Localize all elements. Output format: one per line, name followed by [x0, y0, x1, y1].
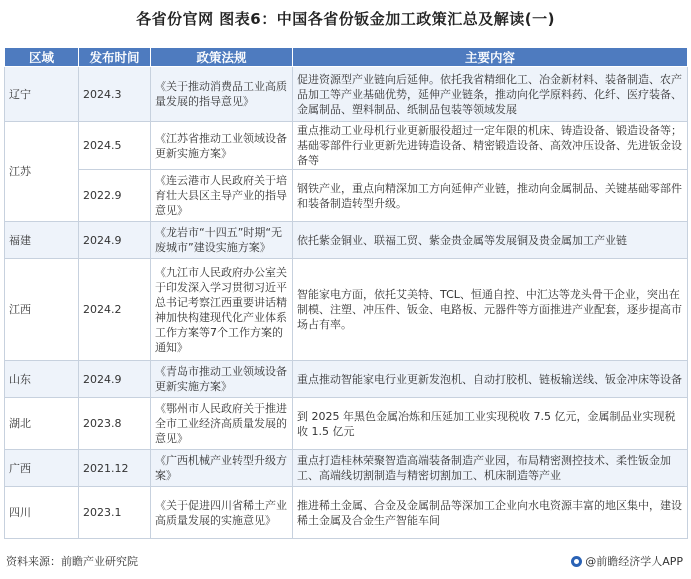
region-cell: 广西 — [5, 450, 79, 487]
region-cell: 福建 — [5, 222, 79, 259]
content-cell: 推进稀土金属、合金及金属制品等深加工企业向水电资源丰富的地区集中，建设稀土金属及合金生产智能车间 — [293, 487, 688, 539]
brand-credit[interactable] — [571, 553, 683, 569]
region-cell: 四川 — [5, 487, 79, 539]
policy-cell: 《鄂州市人民政府关于推进全市工业经济高质量发展的意见》 — [151, 398, 293, 450]
header-date: 发布时间 — [79, 48, 151, 67]
table-row — [5, 259, 688, 361]
table-row — [5, 122, 688, 170]
qianzhan-logo-icon — [571, 556, 582, 567]
header-region: 区域 — [5, 48, 79, 67]
date-cell: 2024.3 — [79, 67, 151, 122]
table-row — [5, 487, 688, 539]
content-cell: 重点打造桂林荣聚智造高端装备制造产业园，布局精密测控技术、柔性钣金加工、高端线切割制造与精密切割加工、机床制造等产业 — [293, 450, 688, 487]
date-cell: 2024.9 — [79, 222, 151, 259]
policy-cell: 《连云港市人民政府关于培育壮大县区主导产业的指导意见》 — [151, 170, 293, 222]
table-row — [5, 170, 688, 222]
page-title: 各省份官网 图表6：中国各省份钣金加工政策汇总及解读(一) — [136, 10, 555, 28]
policy-cell: 《广西机械产业转型升级方案》 — [151, 450, 293, 487]
policy-cell: 《青岛市推动工业领域设备更新实施方案》 — [151, 361, 293, 398]
table-row — [5, 222, 688, 259]
table-row — [5, 67, 688, 122]
date-cell: 2024.2 — [79, 259, 151, 361]
policy-cell: 《关于促进四川省稀土产业高质量发展的实施意见》 — [151, 487, 293, 539]
content-cell: 钢铁产业，重点向精深加工方向延伸产业链，推动向金属制品、关键基础零部件和装备制造转型升级。 — [293, 170, 688, 222]
table-row — [5, 361, 688, 398]
date-cell: 2023.8 — [79, 398, 151, 450]
date-cell: 2022.9 — [79, 170, 151, 222]
content-cell: 重点推动工业母机行业更新服役超过一定年限的机床、铸造设备、锻造设备等；基础零部件行业更新先进铸造设备、精密锻造设备、高效冲压设备、先进钣金设备等 — [293, 122, 688, 170]
content-cell: 重点推动智能家电行业更新发泡机、自动打胶机、链板输送线、钣金冲床等设备 — [293, 361, 688, 398]
table-header-row — [5, 48, 688, 67]
date-cell: 2023.1 — [79, 487, 151, 539]
policy-cell: 《关于推动消费品工业高质量发展的指导意见》 — [151, 67, 293, 122]
table-row — [5, 450, 688, 487]
date-cell: 2024.9 — [79, 361, 151, 398]
table-row — [5, 398, 688, 450]
content-cell: 智能家电方面，依托艾美特、TCL、恒通自控、中汇达等龙头骨干企业，突出在制模、注塑、冲压件、钣金、电路板、元器件等方面推进产业配套，逐步提高市场占有率。 — [293, 259, 688, 361]
region-cell: 湖北 — [5, 398, 79, 450]
source-note: 资料来源：前瞻产业研究院 — [6, 555, 138, 568]
content-cell: 促进资源型产业链向后延伸。依托我省精细化工、冶金新材料、装备制造、农产品加工等产业基础优势，延伸产业链条，推动向化学原料药、化纤、医疗装备、金属制品、塑料制品、纸制品包装等领域发展 — [293, 67, 688, 122]
date-cell: 2024.5 — [79, 122, 151, 170]
policy-cell: 《江苏省推动工业领域设备更新实施方案》 — [151, 122, 293, 170]
policy-cell: 《龙岩市“十四五”时期“无废城市”建设实施方案》 — [151, 222, 293, 259]
policy-cell: 《九江市人民政府办公室关于印发深入学习贯彻习近平总书记考察江西重要讲话精神加快构建现代化产业体系工作方案等7个工作方案的通知》 — [151, 259, 293, 361]
content-cell: 到 2025 年黑色金属冶炼和压延加工业实现税收 7.5 亿元，金属制品业实现税收 1.5 亿元 — [293, 398, 688, 450]
content-cell: 依托紫金铜业、联福工贸、紫金贵金属等发展铜及贵金属加工产业链 — [293, 222, 688, 259]
region-cell: 山东 — [5, 361, 79, 398]
region-cell: 江苏 — [5, 122, 79, 222]
policy-table — [4, 47, 688, 539]
header-content: 主要内容 — [293, 48, 688, 67]
region-cell: 江西 — [5, 259, 79, 361]
date-cell: 2021.12 — [79, 450, 151, 487]
region-cell: 辽宁 — [5, 67, 79, 122]
header-policy: 政策法规 — [151, 48, 293, 67]
brand-label: @前瞻经济学人APP — [585, 555, 683, 568]
